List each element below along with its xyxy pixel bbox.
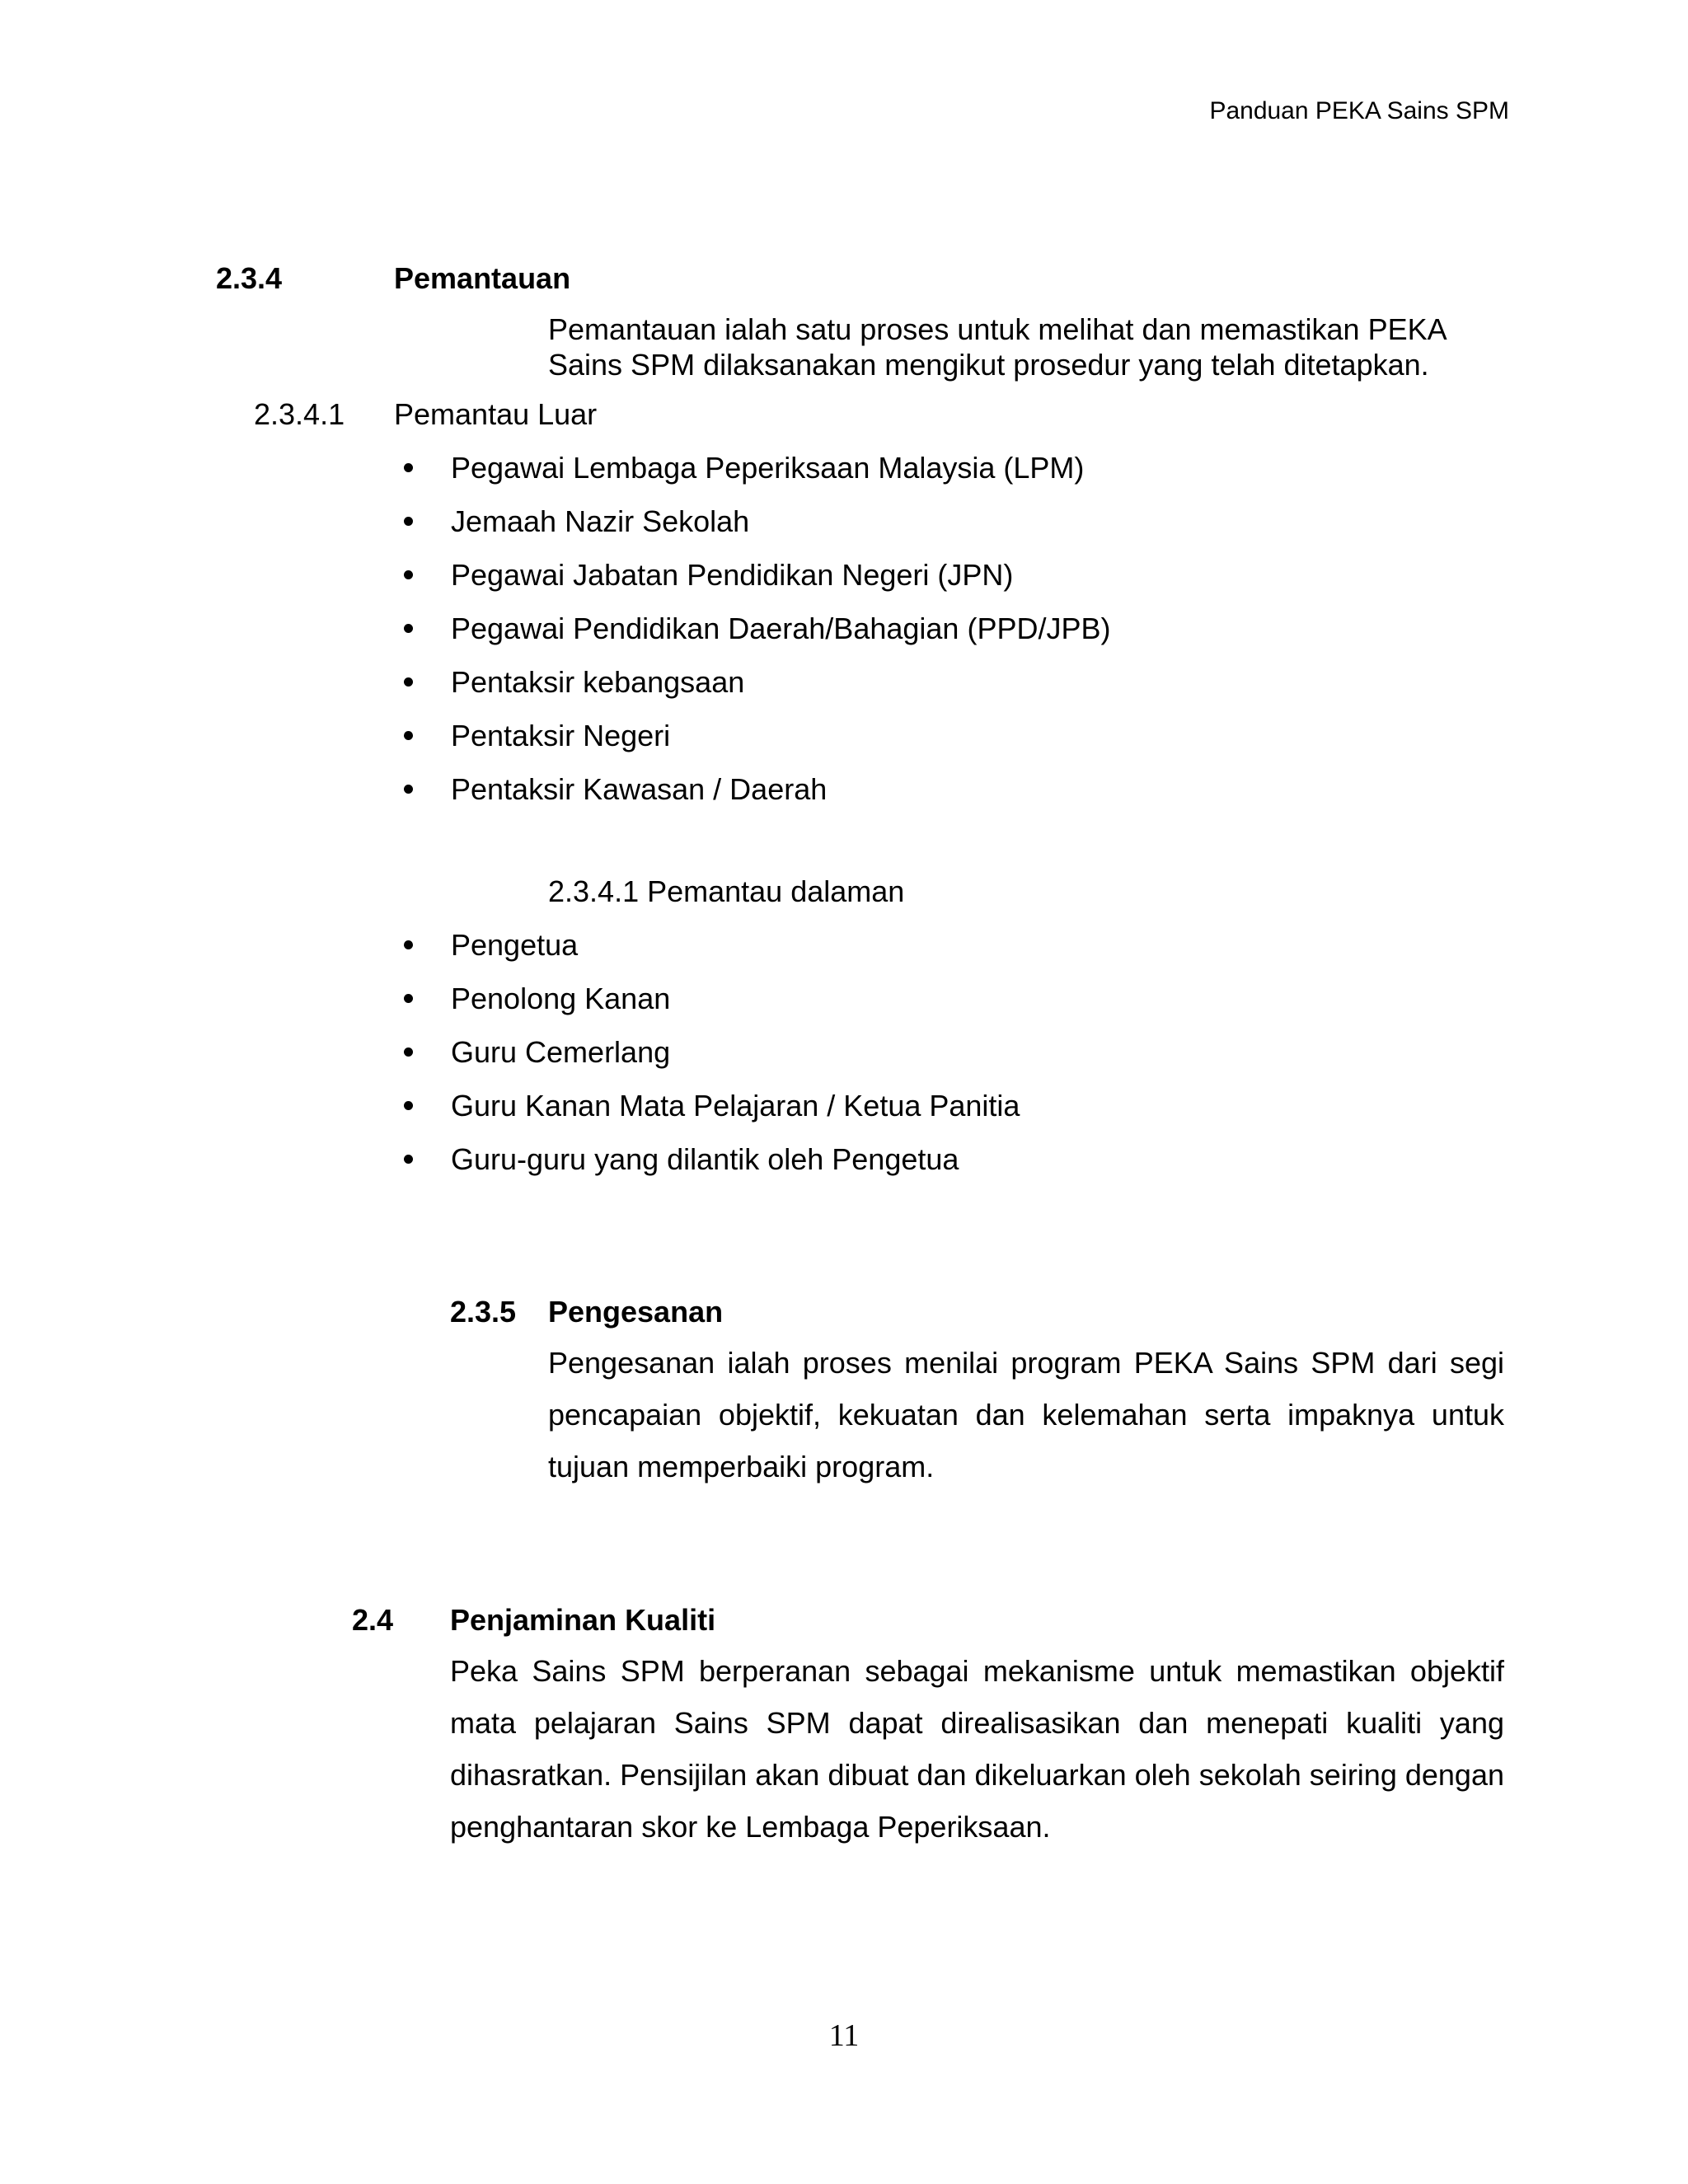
bullet-icon — [404, 570, 413, 579]
section-2-3-4-title: Pemantauan — [394, 261, 571, 295]
section-2-4-paragraph: Peka Sains SPM berperanan sebagai mekanisme untuk memastikan objektif mata pelajaran Sains SPM dapat direalisasikan dan menepati kualiti yang dihasratkan. Pensijilan akan dibuat dan dikeluarkan oleh sekolah seiring dengan penghantaran skor ke Lembaga Peperiksaan. — [450, 1654, 1504, 1844]
section-2-3-4-1-number: 2.3.4.1 — [254, 397, 345, 431]
bullet-icon — [404, 517, 413, 526]
bullet-icon — [404, 1101, 413, 1110]
bullet-icon — [404, 624, 413, 633]
section-2-3-5-number: 2.3.5 — [450, 1295, 517, 1329]
section-2-3-4-number: 2.3.4 — [216, 261, 283, 295]
section-2-3-4-1-title: Pemantau Luar — [394, 397, 598, 431]
bullet-icon — [404, 940, 413, 949]
section-2-3-4-para-line-1: Pemantauan ialah satu proses untuk melihat dan memastikan PEKA — [548, 312, 1447, 346]
section-2-4-number: 2.4 — [352, 1603, 394, 1637]
page-number: 11 — [828, 2018, 860, 2053]
bullet-icon — [404, 785, 413, 794]
bullet-icon — [404, 1155, 413, 1164]
running-header: Panduan PEKA Sains SPM — [1209, 97, 1509, 124]
bullet-icon — [404, 463, 413, 472]
section-2-3-4-para-line-2: Sains SPM dilaksanakan mengikut prosedur yang telah ditetapkan. — [548, 348, 1429, 382]
section-2-3-5-title: Pengesanan — [548, 1295, 724, 1329]
section-2-4-title: Penjaminan Kualiti — [450, 1603, 716, 1637]
bullet-icon — [404, 1047, 413, 1057]
section-2-3-5-paragraph: Pengesanan ialah proses menilai program PEKA Sains SPM dari segi pencapaian objektif, kekuatan dan kelemahan serta impaknya untuk tujuan memperbaiki program. — [548, 1346, 1504, 1483]
bullet-icon — [404, 731, 413, 740]
pemantau-dalaman-heading: 2.3.4.1 Pemantau dalaman — [548, 874, 905, 908]
bullet-icon — [404, 677, 413, 687]
bullet-icon — [404, 994, 413, 1003]
